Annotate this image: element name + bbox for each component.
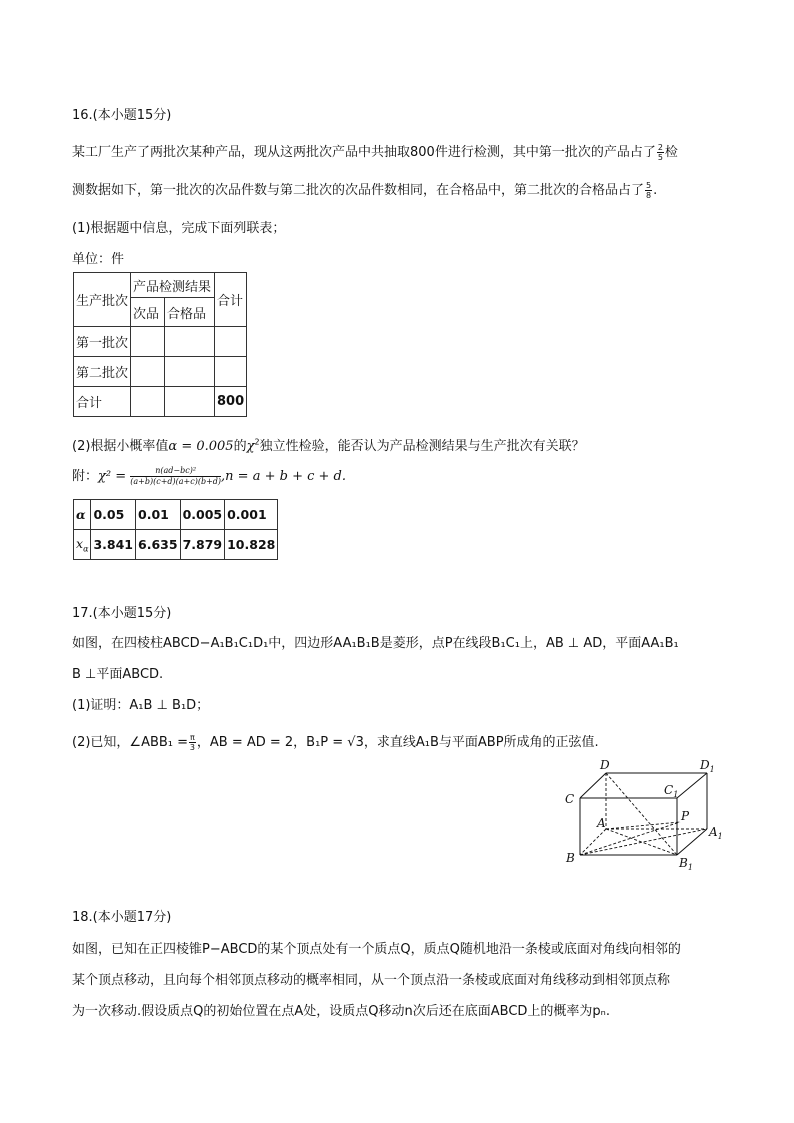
q17-part2-text-a: (2)已知，∠ABB₁ = bbox=[72, 735, 189, 750]
edge-c-d bbox=[580, 773, 606, 798]
crit-x3: 7.879 bbox=[180, 530, 225, 560]
cell-r2-defect bbox=[131, 357, 165, 387]
cell-h-result: 产品检测结果 bbox=[131, 273, 215, 298]
q18-line1: 如图，已知在正四棱锥P−ABCD的某个顶点处有一个质点Q，质点Q随机地沿一条棱或底面对角线向相邻的 bbox=[72, 942, 681, 957]
label-c1: $C_1$ bbox=[664, 783, 679, 799]
hidden-b-a1 bbox=[580, 829, 707, 855]
q16-line2-tail: . bbox=[653, 183, 658, 198]
cell-h-total: 合计 bbox=[215, 273, 247, 327]
q16-part2-chi: χ bbox=[246, 439, 255, 454]
cell-r2-total bbox=[215, 357, 247, 387]
cell-r1-label: 第一批次 bbox=[74, 327, 131, 357]
q16-fraction-five-eighths: $\frac{5}{8}$ bbox=[646, 181, 652, 200]
label-d1: $D_1$ bbox=[700, 758, 715, 774]
q16-part2-text-b: 的 bbox=[233, 439, 247, 454]
crit-x2: 6.635 bbox=[136, 530, 181, 560]
label-b: B bbox=[566, 851, 575, 865]
crit-x1: 3.841 bbox=[91, 530, 136, 560]
critical-value-table bbox=[73, 499, 278, 560]
contingency-table bbox=[73, 272, 247, 417]
cell-r3-label: 合计 bbox=[74, 387, 131, 417]
label-b1: $B_1$ bbox=[679, 856, 693, 872]
q18-line2: 某个顶点移动，且向每个相邻顶点移动的概率相同，从一个顶点沿一条棱或底面对角线移动到相邻顶点称 bbox=[72, 973, 671, 988]
cell-r1-total bbox=[215, 327, 247, 357]
q17-header: 17.(本小题15分) bbox=[72, 606, 172, 621]
q16-line2-text: 测数据如下，第一批次的次品件数与第二批次的次品件数相同，在合格品中，第二批次的合格品占了 bbox=[72, 183, 645, 198]
crit-a4: 0.001 bbox=[225, 500, 278, 530]
q18-header: 18.(本小题17分) bbox=[72, 910, 172, 925]
cell-r1-ok bbox=[165, 327, 215, 357]
crit-x-label: $x_\alpha$ bbox=[74, 530, 91, 560]
q16-paragraph-line1 bbox=[72, 141, 678, 162]
cell-r2-label: 第二批次 bbox=[74, 357, 131, 387]
cell-h-batch: 生产批次 bbox=[74, 273, 131, 327]
cell-r2-ok bbox=[165, 357, 215, 387]
q17-part1: (1)证明：A₁B ⊥ B₁D； bbox=[72, 698, 210, 713]
label-c: C bbox=[565, 792, 575, 806]
formula-fraction: $\frac{\text{n(ad−bc)²}}{(a+b)(c+d)(a+c)(b+d)}$ bbox=[130, 466, 222, 486]
q16-part2-text-a: (2)根据小概率值 bbox=[72, 439, 169, 454]
q16-part1: (1)根据题中信息，完成下面列联表； bbox=[72, 221, 286, 236]
q17-part2 bbox=[72, 731, 599, 752]
prism-figure bbox=[560, 758, 730, 873]
q17-line2: B ⊥平面ABCD. bbox=[72, 667, 164, 682]
q18-line3: 为一次移动.假设质点Q的初始位置在点A处，设质点Q移动n次后还在底面ABCD上的概率为pₙ. bbox=[72, 1004, 610, 1019]
crit-x4: 10.828 bbox=[225, 530, 278, 560]
hidden-b-p bbox=[580, 822, 680, 855]
q16-part2: (2)根据小概率值α = 0.005的$\chi^2$独立性检验，能否认为产品检测结果与生产批次有关联？ bbox=[72, 437, 585, 454]
edge-c1-d1 bbox=[677, 773, 707, 798]
cell-h-ok: 合格品 bbox=[165, 298, 215, 327]
hidden-a-b1 bbox=[606, 829, 677, 855]
cell-r3-ok bbox=[165, 387, 215, 417]
label-a: A bbox=[597, 816, 606, 830]
label-a1: $A_1$ bbox=[709, 825, 723, 841]
crit-a3: 0.005 bbox=[180, 500, 225, 530]
cell-r3-defect bbox=[131, 387, 165, 417]
q16-line1-tail: 检 bbox=[664, 145, 678, 160]
cell-r1-defect bbox=[131, 327, 165, 357]
label-p: P bbox=[681, 809, 690, 823]
cell-h-defect: 次品 bbox=[131, 298, 165, 327]
cell-r3-total: 800 bbox=[215, 387, 247, 417]
hidden-edge-a-b bbox=[580, 829, 606, 855]
q16-unit: 单位：件 bbox=[72, 252, 125, 267]
q16-header: 16.(本小题15分) bbox=[72, 108, 172, 123]
q16-formula bbox=[72, 465, 346, 487]
crit-a2: 0.01 bbox=[136, 500, 181, 530]
q16-paragraph-line2 bbox=[72, 179, 657, 200]
edge-b1-a1 bbox=[677, 829, 707, 855]
crit-a1: 0.05 bbox=[91, 500, 136, 530]
formula-rest: ,n = a + b + c + d. bbox=[221, 469, 346, 484]
q17-line1: 如图，在四棱柱ABCD−A₁B₁C₁D₁中，四边形AA₁B₁B是菱形，点P在线段B₁C₁上，AB ⊥ AD，平面AA₁B₁ bbox=[72, 636, 679, 651]
q16-part2-alpha: α = 0.005 bbox=[168, 439, 234, 454]
appendix-label: 附： bbox=[72, 469, 99, 484]
q17-fraction-pi-third: $\frac{\pi}{3}$ bbox=[189, 733, 195, 752]
hidden-a-p bbox=[606, 822, 680, 829]
q16-fraction-two-fifths: $\frac{2}{5}$ bbox=[657, 143, 663, 162]
label-d: D bbox=[600, 758, 610, 772]
q17-part2-text-b: ，AB = AD = 2，B₁P = √3，求直线A₁B与平面ABP所成角的正弦值. bbox=[196, 735, 599, 750]
crit-alpha-label: α bbox=[74, 500, 91, 530]
q16-part2-text-c: 独立性检验，能否认为产品检测结果与生产批次有关联？ bbox=[259, 439, 585, 454]
formula-lhs: χ² = bbox=[98, 469, 127, 484]
q16-line1-text: 某工厂生产了两批次某种产品，现从这两批次产品中共抽取800件进行检测，其中第一批次的产品占了 bbox=[72, 145, 656, 160]
